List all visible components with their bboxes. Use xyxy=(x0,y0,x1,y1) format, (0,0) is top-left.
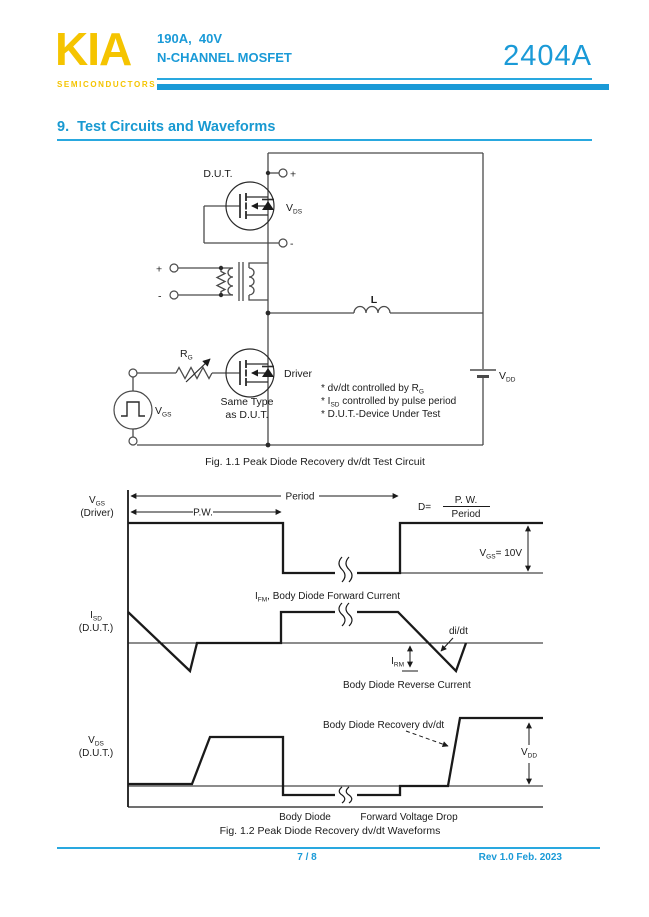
device-rating: 190A, 40V xyxy=(157,31,223,46)
duty-lhs: D= xyxy=(418,502,432,513)
fig1-caption: Fig. 1.1 Peak Diode Recovery dv/dt Test Circuit xyxy=(205,456,425,468)
vgs-axis-label-2: (Driver) xyxy=(80,508,114,519)
note-dut: * D.U.T.-Device Under Test xyxy=(321,409,441,420)
footer-rule xyxy=(57,847,600,849)
vgs-axis-label: $V_{GS}$ xyxy=(88,495,106,508)
rg-label: $R_G$ xyxy=(180,348,193,362)
isd-axis-label-2: (D.U.T.) xyxy=(78,623,114,634)
isd-panel xyxy=(79,591,543,691)
note-dvdt: * dv/dt controlled by $R_G$ xyxy=(321,383,424,396)
header-thin-rule xyxy=(157,78,592,80)
test-circuit-figure xyxy=(0,150,649,472)
xfmr-minus-label: - xyxy=(158,290,162,303)
vgs-label: $V_{GS}$ xyxy=(155,405,172,419)
vgs-driver-panel xyxy=(80,492,543,583)
irm-label: $I_{RM}$ xyxy=(391,656,404,669)
isd-trace xyxy=(128,612,466,671)
recovery-label: Body Diode Recovery dv/dt xyxy=(323,720,445,731)
reverse-current-label: Body Diode Reverse Current xyxy=(343,680,471,691)
vds-label: $V_{DS}$ xyxy=(286,202,303,216)
vdd-battery xyxy=(470,370,496,377)
inductor-label: L xyxy=(370,294,378,306)
revision-label: Rev 1.0 Feb. 2023 xyxy=(478,852,562,863)
vgs-pulse-source xyxy=(114,391,152,429)
xfmr-plus-label: + xyxy=(156,263,163,276)
section-heading xyxy=(57,119,275,135)
note-isd: * $I_{SD}$ controlled by pulse period xyxy=(321,396,457,409)
fig2-caption: Fig. 1.2 Peak Diode Recovery dv/dt Waveforms xyxy=(219,825,441,837)
waveforms-figure xyxy=(0,483,649,843)
minus-terminal-label: - xyxy=(290,238,294,250)
page-number: 7 / 8 xyxy=(297,852,317,863)
ifm-label: $I_{FM}$, Body Diode Forward Current xyxy=(255,591,401,604)
duty-numerator: P. W. xyxy=(454,495,478,506)
kia-logo: KIA xyxy=(55,23,132,75)
header-thick-rule xyxy=(157,84,609,90)
same-type-label-2: as D.U.T. xyxy=(225,409,269,421)
section-number: 9 xyxy=(57,119,66,135)
vds-panel xyxy=(79,718,543,823)
part-number: 2404A xyxy=(503,40,592,72)
didt-label: di/dt xyxy=(449,626,468,637)
kia-logo-subtext: SEMICONDUCTORS xyxy=(57,80,157,89)
plus-terminal-label: + xyxy=(290,168,297,181)
section-title: . Test Circuits and Waveforms xyxy=(65,119,276,135)
dut-label: D.U.T. xyxy=(203,168,233,180)
period-label: Period xyxy=(285,491,315,503)
vds-axis-label: $V_{DS}$ xyxy=(88,735,104,748)
vgs-10v-label: $V_{GS}= 10V$ xyxy=(479,548,522,561)
vdd-level-label: $V_{DD}$ xyxy=(520,747,538,760)
same-type-label-1: Same Type xyxy=(220,396,274,408)
body-diode-label: Body Diode xyxy=(279,812,331,823)
vdd-label: $V_{DD}$ xyxy=(499,370,516,384)
fwd-drop-label: Forward Voltage Drop xyxy=(360,812,458,823)
driver-label: Driver xyxy=(284,368,312,380)
vds-axis-label-2: (D.U.T.) xyxy=(78,748,114,759)
duty-denominator: Period xyxy=(451,509,481,520)
section-rule xyxy=(57,139,592,141)
isd-axis-label: $I_{SD}$ xyxy=(90,610,102,623)
pw-label: P.W. xyxy=(193,507,213,519)
device-type: N-CHANNEL MOSFET xyxy=(157,50,292,65)
pulse-waveform-icon xyxy=(121,402,145,416)
